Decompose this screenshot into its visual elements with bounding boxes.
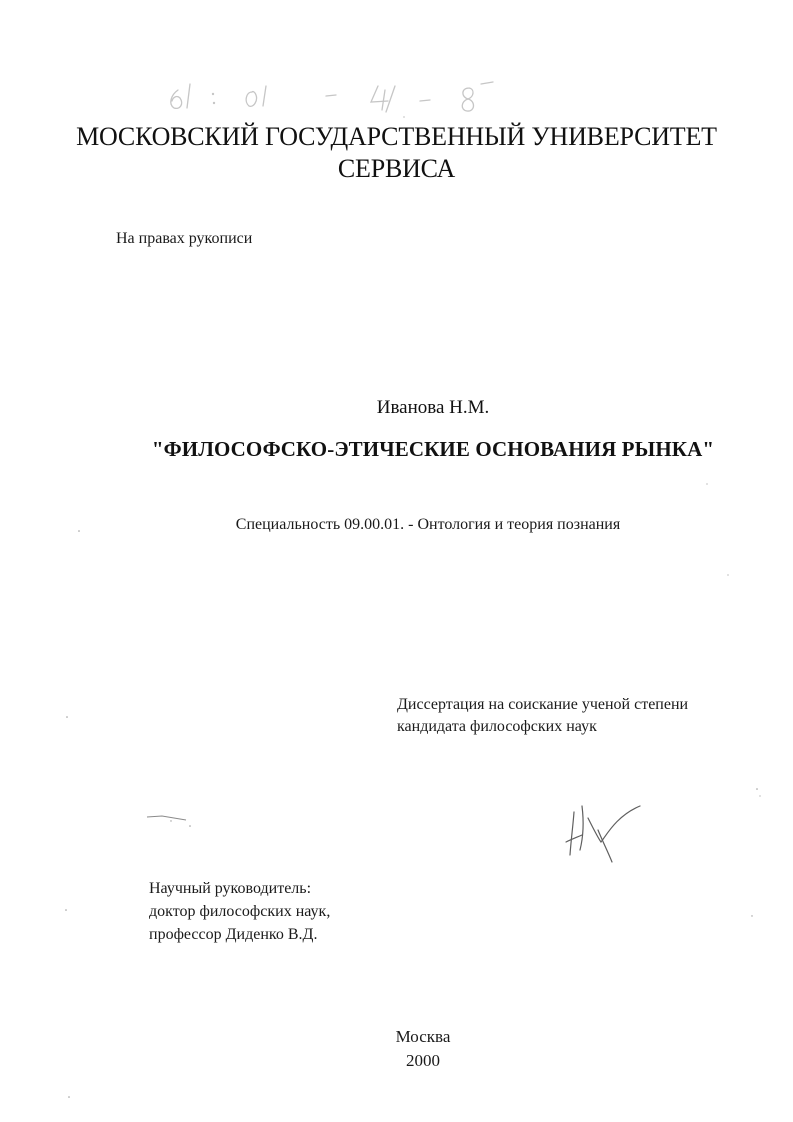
advisor-heading: Научный руководитель: <box>149 880 312 897</box>
degree-statement-line-1: Диссертация на соискание ученой степени <box>397 696 689 713</box>
specialty-line: Специальность 09.00.01. - Онтология и теория познания <box>235 516 621 533</box>
university-name-line-1: МОСКОВСКИЙ ГОСУДАРСТВЕННЫЙ УНИВЕРСИТЕТ <box>76 122 717 151</box>
signature-mark <box>566 806 640 862</box>
university-name-line-2: СЕРВИСА <box>337 154 456 183</box>
year: 2000 <box>406 1051 440 1070</box>
degree-statement-line-2: кандидата философских наук <box>397 718 597 735</box>
manuscript-rights-note: На правах рукописи <box>116 230 253 247</box>
scan-speck-marks <box>65 116 760 1097</box>
advisor-name: профессор Диденко В.Д. <box>149 926 318 943</box>
dissertation-title: "ФИЛОСОФСКО-ЭТИЧЕСКИЕ ОСНОВАНИЯ РЫНКА" <box>151 437 715 461</box>
author-name: Иванова Н.М. <box>376 397 490 418</box>
faint-handwriting-mark <box>171 82 493 112</box>
advisor-degree: доктор философских наук, <box>149 903 331 920</box>
city: Москва <box>395 1027 451 1046</box>
